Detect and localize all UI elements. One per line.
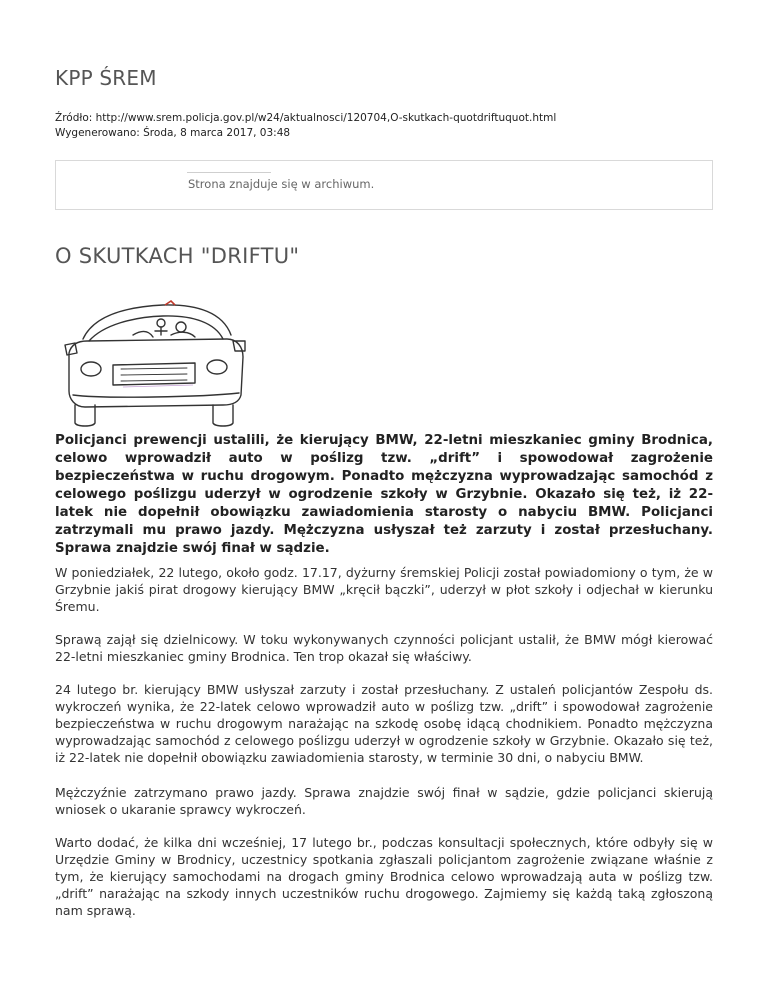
article-paragraph: W poniedziałek, 22 lutego, około godz. 17.17, dyżurny śremskiej Policji został powiadomiony o tym, że w Grzybnie jakiś pirat drogowy kierujący BMW „kręcił bączki”, uderzył w płot szkoły i odjechał w kierunku Śremu. bbox=[55, 565, 713, 614]
site-title: KPP ŚREM bbox=[55, 66, 157, 90]
article-lead: Policjanci prewencji ustalili, że kierujący BMW, 22-letni mieszkaniec gminy Brodnica, celowo wprowadził auto w poślizg tzw. „drift” i spowodował zagrożenie bezpieczeństwa w ruchu drogowym. Ponadto mężczyzna wyprowadzając samochód z celowego poślizgu uderzył w ogrodzenie szkoły w Grzybnie. Okazało się też, iż 22-latek nie dopełnił obowiązku zawiadomienia starosty o nabyciu BMW. Policjanci zatrzymali mu prawo jazdy. Mężczyzna usłyszał też zarzuty i został przesłuchany. Sprawa znajdzie swój finał w sądzie. bbox=[55, 433, 713, 556]
car-illustration bbox=[63, 295, 247, 429]
article-paragraph: Warto dodać, że kilka dni wcześniej, 17 lutego br., podczas konsultacji społecznych, które odbyły się w Urzędzie Gminy w Brodnicy, uczestnicy spotkania zgłaszali policjantom zagrożenie związane właśnie z tym, że kierujący samochodami na drogach gminy Brodnica celowo wprowadzają auta w poślizg tzw. „drift” narażając na szkody innych uczestników ruchu drogowego. Zajmiemy się każdą taką zgłoszoną nam sprawą. bbox=[55, 835, 713, 918]
source-line: Źródło: http://www.srem.policja.gov.pl/w24/aktualnosci/120704,O-skutkach-quotdriftuquot.html bbox=[55, 112, 557, 124]
generated-line: Wygenerowano: Środa, 8 marca 2017, 03:48 bbox=[55, 127, 291, 139]
article-title: O SKUTKACH "DRIFTU" bbox=[55, 244, 300, 268]
article-paragraph: 24 lutego br. kierujący BMW usłyszał zarzuty i został przesłuchany. Z ustaleń policjantów Zespołu ds. wykroczeń wynika, że 22-latek celowo wprowadził auto w poślizg tzw. „drift” i spowodował zagrożenie bezpieczeństwa w ruchu drogowym narażając na szkodę osobę idącą chodnikiem. Ponadto mężczyzna wyprowadzając samochód z celowego poślizgu uderzył w ogrodzenie szkoły w Grzybnie. Okazało się też, iż 22-latek nie dopełnił obowiązku zawiadomienia starosty, w terminie 30 dni, o nabyciu BMW. bbox=[55, 682, 713, 765]
archive-divider bbox=[187, 172, 271, 173]
print-meta bbox=[55, 111, 556, 141]
archive-notice bbox=[55, 160, 713, 210]
archive-notice-text: Strona znajduje się w archiwum. bbox=[188, 177, 375, 191]
article-paragraph: Mężczyźnie zatrzymano prawo jazdy. Sprawa znajdzie swój finał w sądzie, gdzie policjanci skierują wniosek o ukaranie sprawcy wykroczeń. bbox=[55, 785, 713, 817]
article-paragraph: Sprawą zajął się dzielnicowy. W toku wykonywanych czynności policjant ustalił, że BMW mógł kierować 22-letni mieszkaniec gminy Brodnica. Ten trop okazał się właściwy. bbox=[55, 632, 713, 664]
